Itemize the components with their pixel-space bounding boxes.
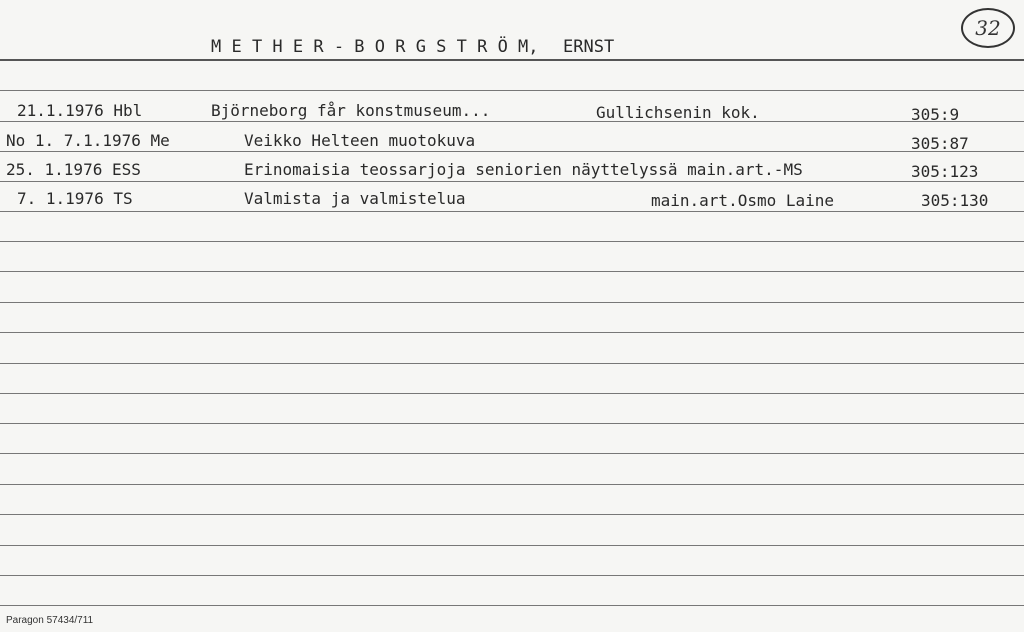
entry-ref: 305:87 (911, 134, 969, 153)
ruled-line (0, 514, 1024, 515)
ruled-line (0, 241, 1024, 242)
ruled-line (0, 181, 1024, 182)
ruled-line (0, 271, 1024, 272)
ruled-line (0, 453, 1024, 454)
card-title-given: ERNST (563, 37, 615, 57)
ruled-line (0, 211, 1024, 212)
entry-title: Valmista ja valmistelua (244, 189, 466, 208)
entry-date-source: 7. 1.1976 TS (17, 189, 133, 208)
card-number: 32 (961, 8, 1015, 48)
entry-date-source: 21.1.1976 Hbl (17, 101, 143, 120)
ruled-line (0, 484, 1024, 485)
card-title-surname: M E T H E R - B O R G S T R Ö M, (211, 37, 539, 57)
header-rule (0, 59, 1024, 61)
entry-date-source: 25. 1.1976 ESS (6, 160, 141, 179)
ruled-line (0, 363, 1024, 364)
ruled-line (0, 151, 1024, 152)
ruled-line (0, 393, 1024, 394)
entry-title: Veikko Helteen muotokuva (244, 131, 476, 150)
ruled-line (0, 90, 1024, 91)
entry-ref: 305:9 (911, 105, 960, 124)
entry-note: Gullichsenin kok. (596, 103, 760, 122)
entry-title: Björneborg får konstmuseum... (211, 101, 491, 120)
ruled-line (0, 121, 1024, 122)
entry-ref: 305:130 (921, 191, 989, 210)
ruled-line (0, 332, 1024, 333)
entry-title: Erinomaisia teossarjoja seniorien näyttelyssä main.art.-MS (244, 160, 803, 179)
ruled-line (0, 545, 1024, 546)
ruled-line (0, 302, 1024, 303)
card-footer-print-mark: Paragon 57434/711 (6, 615, 94, 626)
entry-note: main.art.Osmo Laine (651, 191, 835, 210)
entry-ref: 305:123 (911, 162, 979, 181)
ruled-line (0, 605, 1024, 606)
ruled-line (0, 575, 1024, 576)
ruled-line (0, 423, 1024, 424)
entry-date-source: No 1. 7.1.1976 Me (6, 131, 170, 150)
